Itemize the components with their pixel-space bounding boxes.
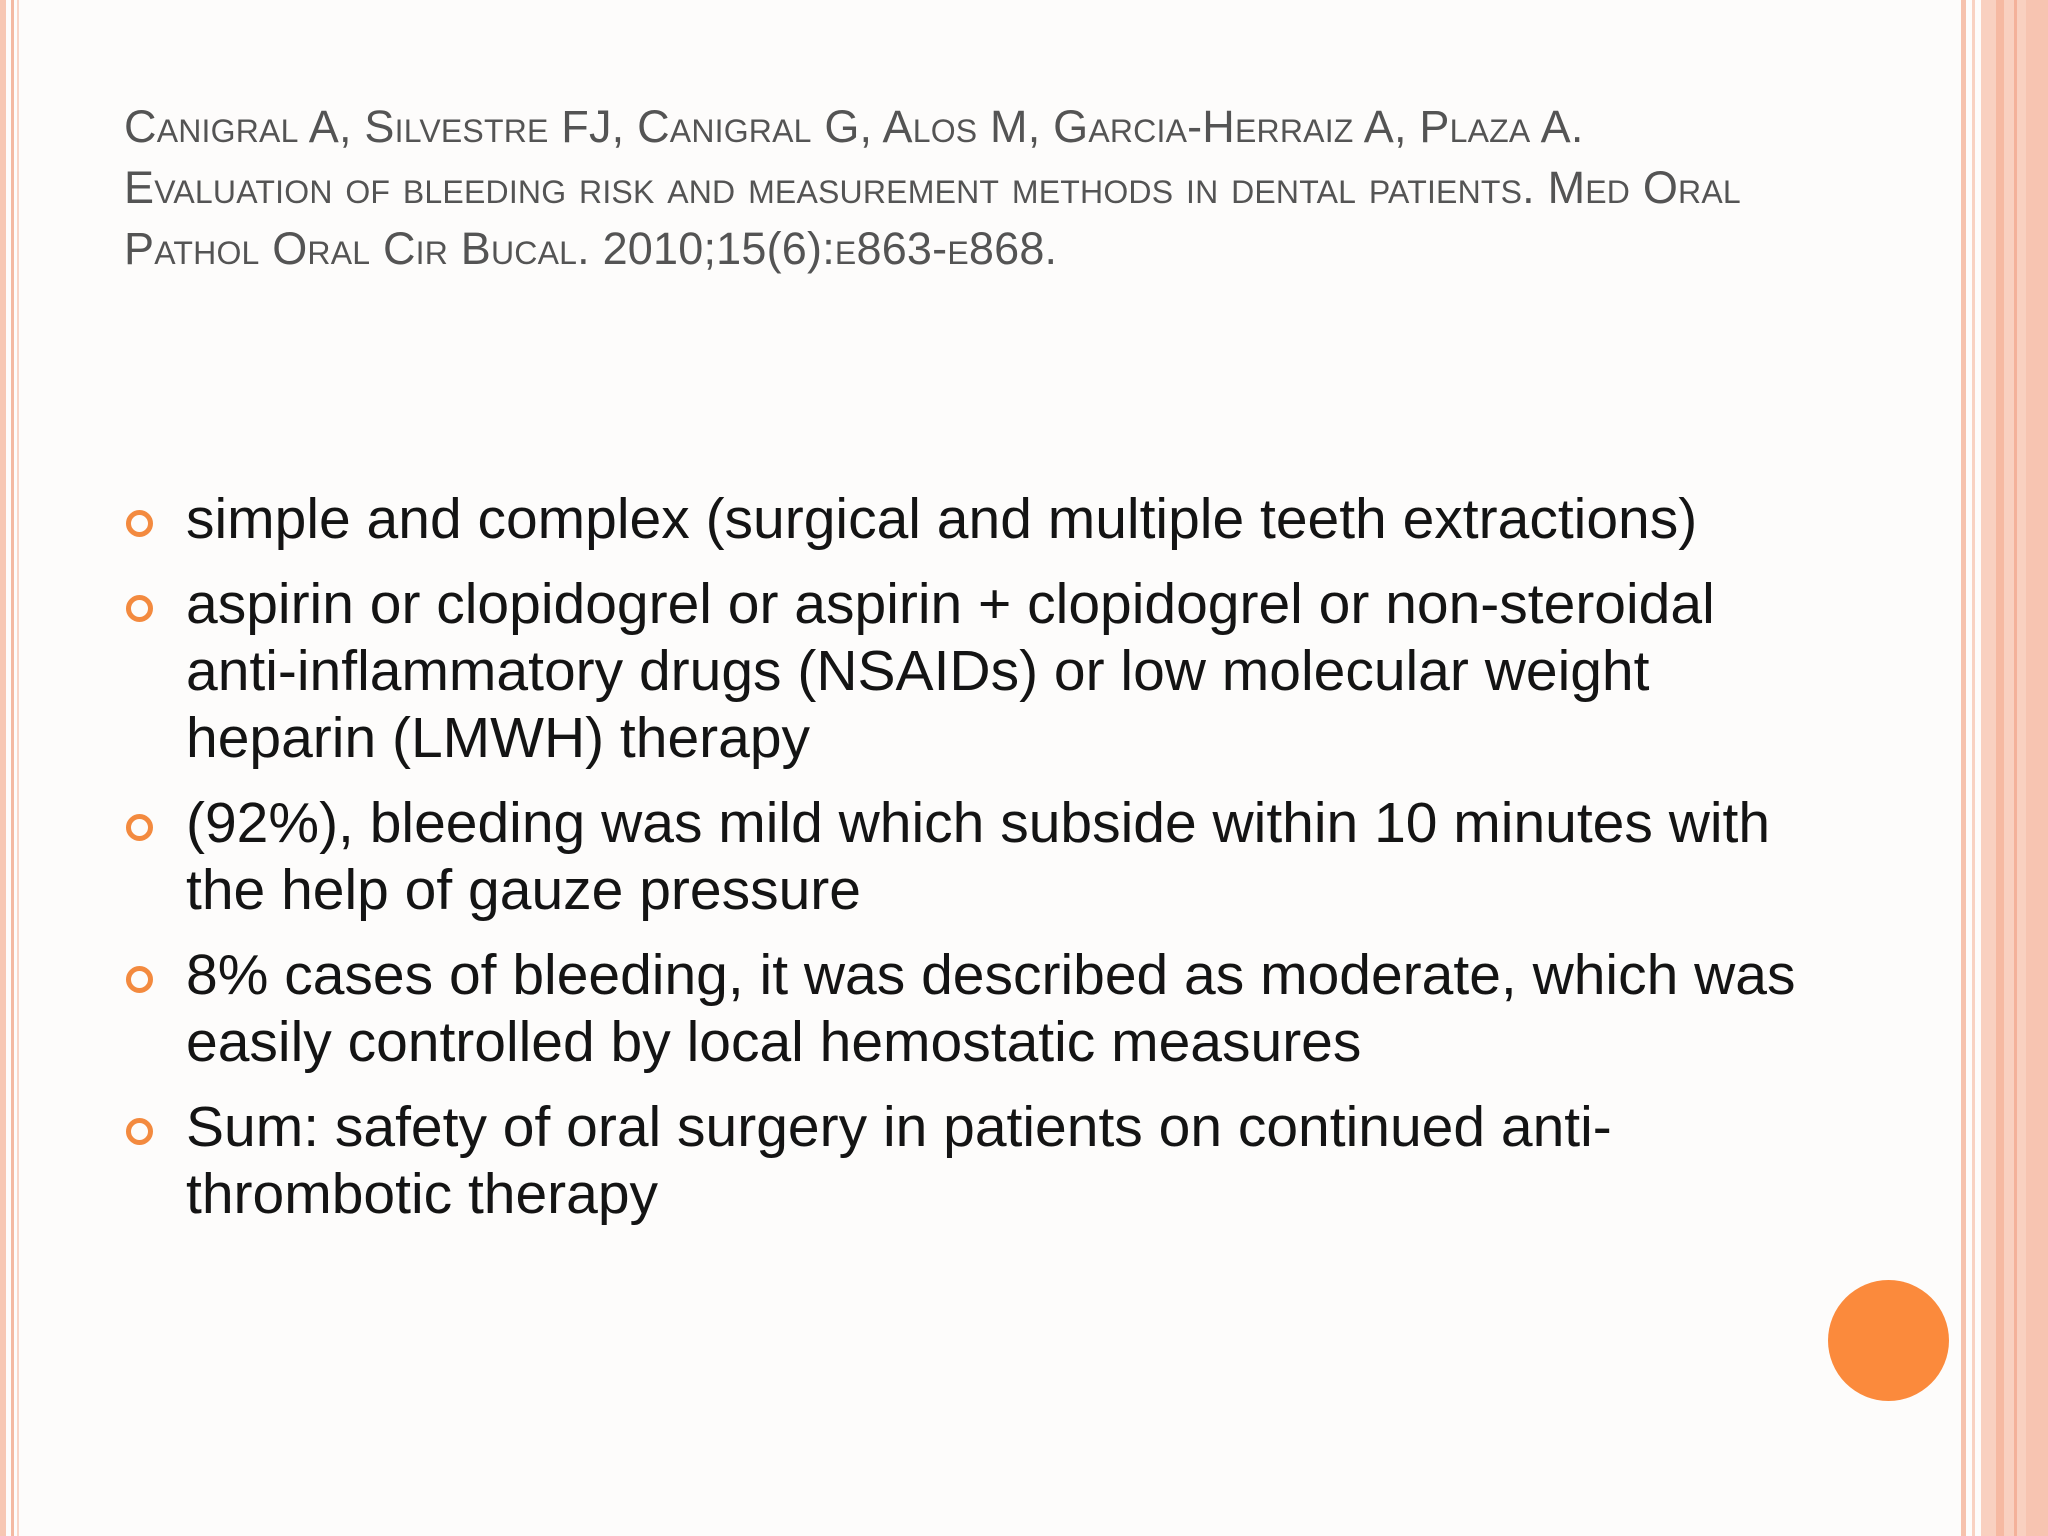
bullet-item (124, 1094, 1804, 1228)
left-border-stripe (17, 0, 19, 1536)
right-border-stripe (1972, 0, 1975, 1536)
bullet-text: (92%), bleeding was mild which subside within 10 minutes with the help of gauze pressure (186, 791, 1771, 922)
bullet-item (124, 571, 1804, 772)
right-border-stripe (1961, 0, 1966, 1536)
right-border-stripe (2026, 0, 2048, 1536)
bullet-item (124, 942, 1804, 1076)
bullet-text: aspirin or clopidogrel or aspirin + clopidogrel or non-steroidal anti-inflammatory drugs (NSAIDs) or low molecular weight heparin (LMWH) therapy (186, 572, 1715, 770)
bullet-text: 8% cases of bleeding, it was described as moderate, which was easily controlled by local hemostatic measures (186, 943, 1796, 1074)
circle-outline-icon (126, 1118, 153, 1145)
bullet-text: Sum: safety of oral surgery in patients on continued anti-thrombotic therapy (186, 1095, 1612, 1226)
left-border-stripe (11, 0, 14, 1536)
right-border-stripe (2014, 0, 2017, 1536)
bullet-item (124, 486, 1804, 553)
slide-title: Canigral A, Silvestre FJ, Canigral G, Alos M, Garcia-Herraiz A, Plaza A. Evaluation of bleeding risk and measurement methods in dental patients. Med Oral Pathol Oral Cir Bucal. 2010;15(6):e863-e868. (124, 101, 1741, 274)
left-border-stripe (0, 0, 6, 1536)
circle-outline-icon (126, 814, 153, 841)
circle-outline-icon (126, 510, 153, 537)
right-border-stripe (1996, 0, 2004, 1536)
accent-circle-decoration (1828, 1280, 1949, 1401)
bullet-list (124, 486, 1804, 1246)
circle-outline-icon (126, 966, 153, 993)
circle-outline-icon (126, 595, 153, 622)
bullet-item (124, 790, 1804, 924)
bullet-text: simple and complex (surgical and multiple teeth extractions) (186, 487, 1698, 551)
